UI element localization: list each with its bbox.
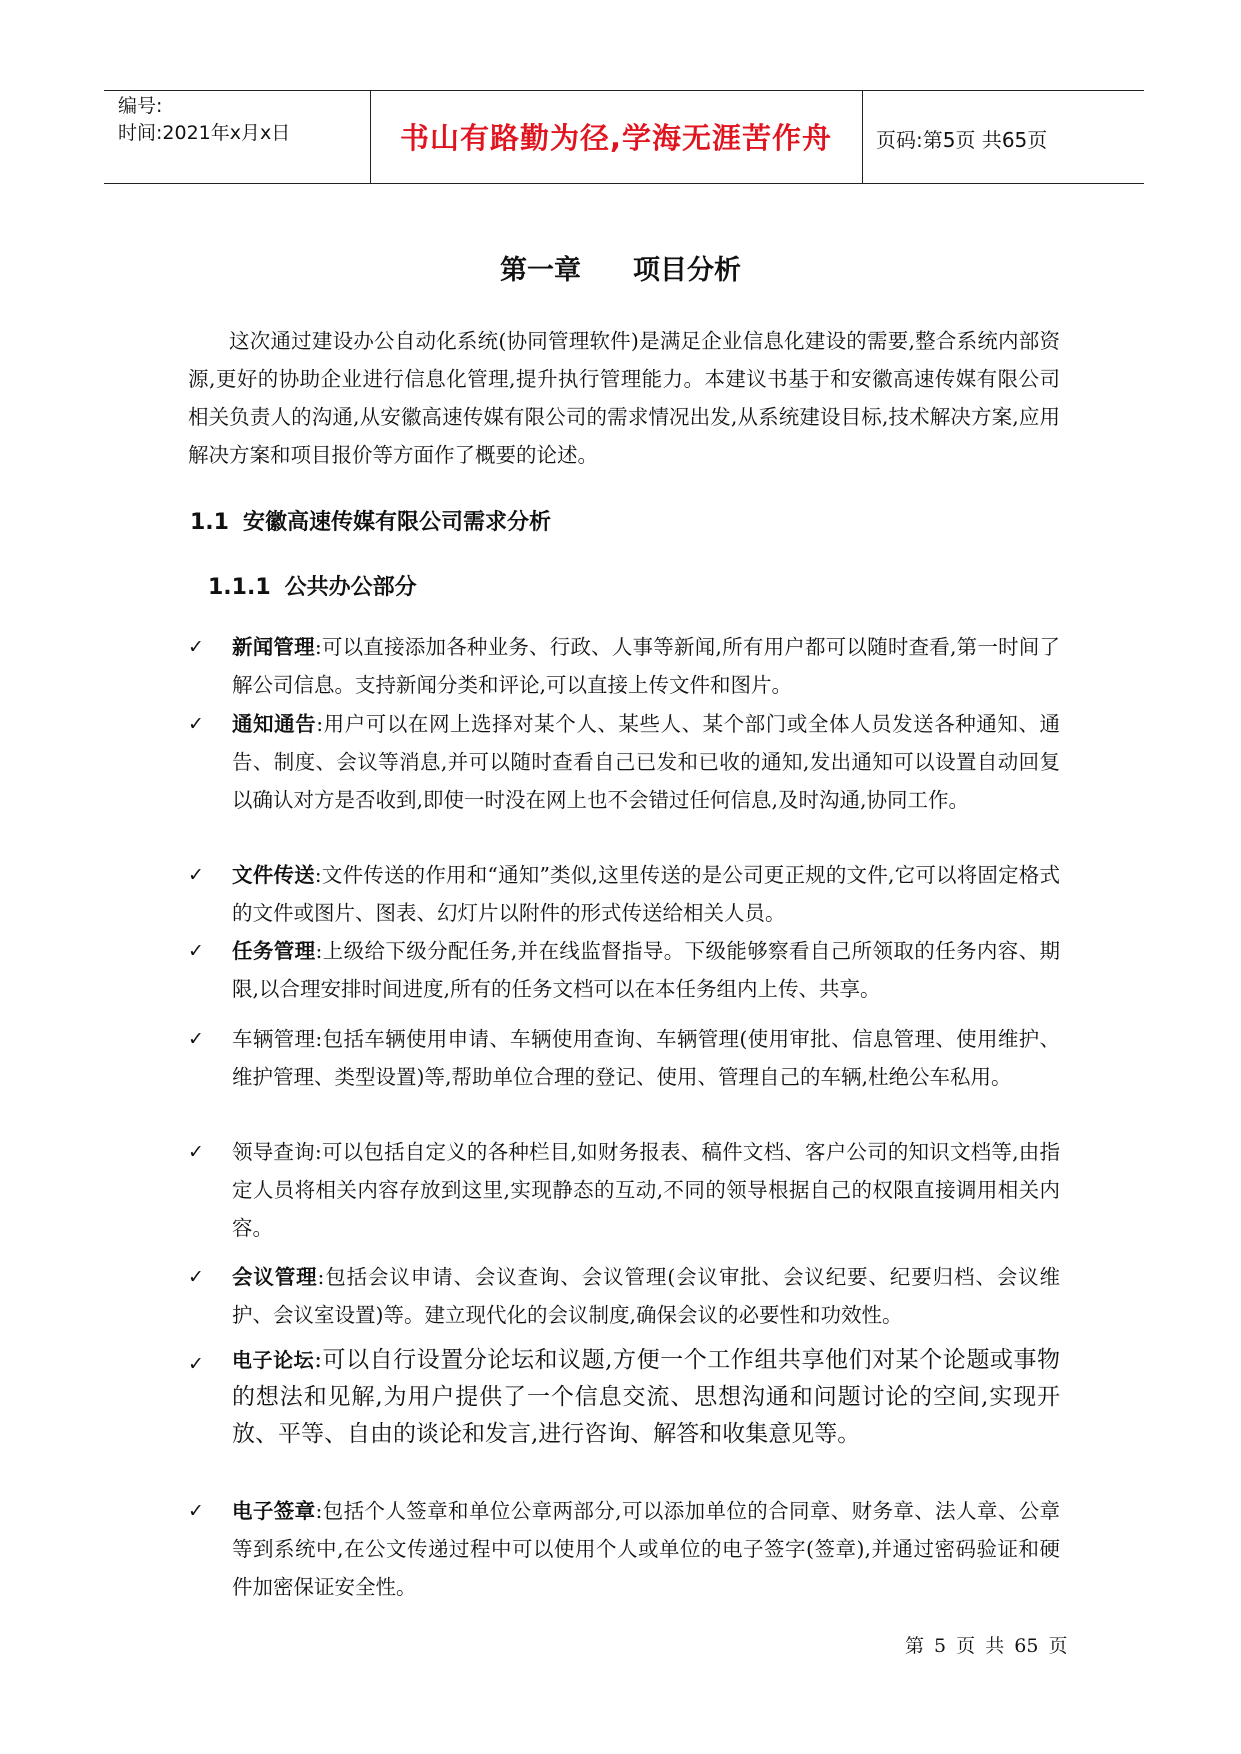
header-motto: 书山有路勤为径,学海无涯苦作舟: [399, 121, 833, 155]
list-item-term: 车辆管理: [232, 1027, 316, 1051]
list-item-text: :上级给下级分配任务,并在线监督指导。下级能够察看自己所领取的任务内容、期限,以合理安排时间进度,所有的任务文档可以在本任务组内上传、共享。: [232, 939, 1061, 1001]
section-title: 安徽高速传媒有限公司需求分析: [242, 510, 551, 535]
list-item: [188, 628, 1061, 704]
subsection-heading: [208, 570, 417, 601]
section-number: 1.1: [190, 510, 229, 535]
check-icon: ✓: [188, 713, 204, 735]
check-icon: ✓: [188, 1266, 204, 1288]
chapter-name: 项目分析: [633, 255, 741, 286]
list-item: [188, 1492, 1061, 1606]
section-heading: [190, 505, 551, 536]
page-footer: 第 5 页 共 65 页: [905, 1635, 1068, 1657]
list-item-term: 通知通告: [232, 712, 317, 736]
list-item-term: 会议管理: [232, 1265, 318, 1289]
header-number-label: 编号:: [118, 95, 163, 117]
list-item-text: :可以包括自定义的各种栏目,如财务报表、稿件文档、客户公司的知识文档等,由指定人员将相关内容存放到这里,实现静态的互动,不同的领导根据自己的权限直接调用相关内容。: [232, 1140, 1061, 1240]
subsection-number: 1.1.1: [208, 575, 271, 600]
list-item-text: :用户可以在网上选择对某个人、某些人、某个部门或全体人员发送各种通知、通告、制度、会议等消息,并可以随时查看自己已发和已收的通知,发出通知可以设置自动回复以确认对方是否收到,即使一时没在网上也不会错过任何信息,及时沟通,协同工作。: [232, 712, 1061, 812]
header-time-label: 时间:2021年x月x日: [118, 122, 291, 144]
chapter-number: 第一章: [500, 255, 581, 286]
check-icon: ✓: [188, 940, 204, 962]
list-item: [188, 1133, 1061, 1247]
list-item-term: 电子签章: [232, 1499, 316, 1523]
intro-paragraph: 这次通过建设办公自动化系统(协同管理软件)是满足企业信息化建设的需要,整合系统内部资源,更好的协助企业进行信息化管理,提升执行管理能力。本建议书基于和安徽高速传媒有限公司相关负责人的沟通,从安徽高速传媒有限公司的需求情况出发,从系统建设目标,技术解决方案,应用解决方案和项目报价等方面作了概要的论述。: [188, 329, 1060, 467]
list-item-term: 新闻管理: [232, 635, 315, 659]
list-item: [188, 705, 1061, 819]
check-icon: ✓: [188, 1028, 204, 1050]
check-icon: ✓: [188, 1353, 204, 1375]
list-item-text: :包括车辆使用申请、车辆使用查询、车辆管理(使用审批、信息管理、使用维护、维护管理、类型设置)等,帮助单位合理的登记、使用、管理自己的车辆,杜绝公车私用。: [232, 1027, 1060, 1089]
subsection-title: 公共办公部分: [284, 575, 417, 600]
list-item-term: 任务管理: [232, 939, 316, 963]
header-top-rule: [104, 90, 1144, 91]
list-item: [188, 1342, 1061, 1453]
list-item-text: :包括个人签章和单位公章两部分,可以添加单位的合同章、财务章、法人章、公章等到系统中,在公文传递过程中可以使用个人或单位的电子签字(签章),并通过密码验证和硬件加密保证安全性。: [232, 1499, 1061, 1599]
list-item: [188, 1020, 1060, 1096]
header-bottom-rule: [104, 183, 1144, 184]
header-page-label: 页码:第5页 共65页: [876, 128, 1048, 152]
list-item-text: :可以直接添加各种业务、行政、人事等新闻,所有用户都可以随时查看,第一时间了解公司信息。支持新闻分类和评论,可以直接上传文件和图片。: [232, 635, 1061, 697]
list-item-text: :包括会议申请、会议查询、会议管理(会议审批、会议纪要、纪要归档、会议维护、会议室设置)等。建立现代化的会议制度,确保会议的必要性和功效性。: [232, 1265, 1060, 1327]
check-icon: ✓: [188, 636, 204, 658]
check-icon: ✓: [188, 1141, 204, 1163]
list-item: [188, 856, 1061, 932]
list-item-term: 文件传送: [232, 863, 315, 887]
check-icon: ✓: [188, 864, 204, 886]
header-divider-right: [862, 90, 863, 183]
header-divider-left: [370, 90, 371, 183]
list-item-text: :可以自行设置分论坛和议题,方便一个工作组共享他们对某个论题或事物的想法和见解,为用户提供了一个信息交流、思想沟通和问题讨论的空间,实现开放、平等、自由的谈论和发言,进行咨询、解答和收集意见等。: [232, 1347, 1061, 1447]
list-item: [188, 932, 1061, 1008]
list-item-term: 领导查询: [232, 1140, 315, 1164]
list-item-term: 电子论坛: [232, 1348, 315, 1372]
header-info: [118, 93, 290, 147]
chapter-title: [0, 248, 1241, 287]
list-item: [188, 1258, 1060, 1334]
check-icon: ✓: [188, 1500, 204, 1522]
list-item-text: :文件传送的作用和“通知”类似,这里传送的是公司更正规的文件,它可以将固定格式的文件或图片、图表、幻灯片以附件的形式传送给相关人员。: [232, 863, 1061, 925]
